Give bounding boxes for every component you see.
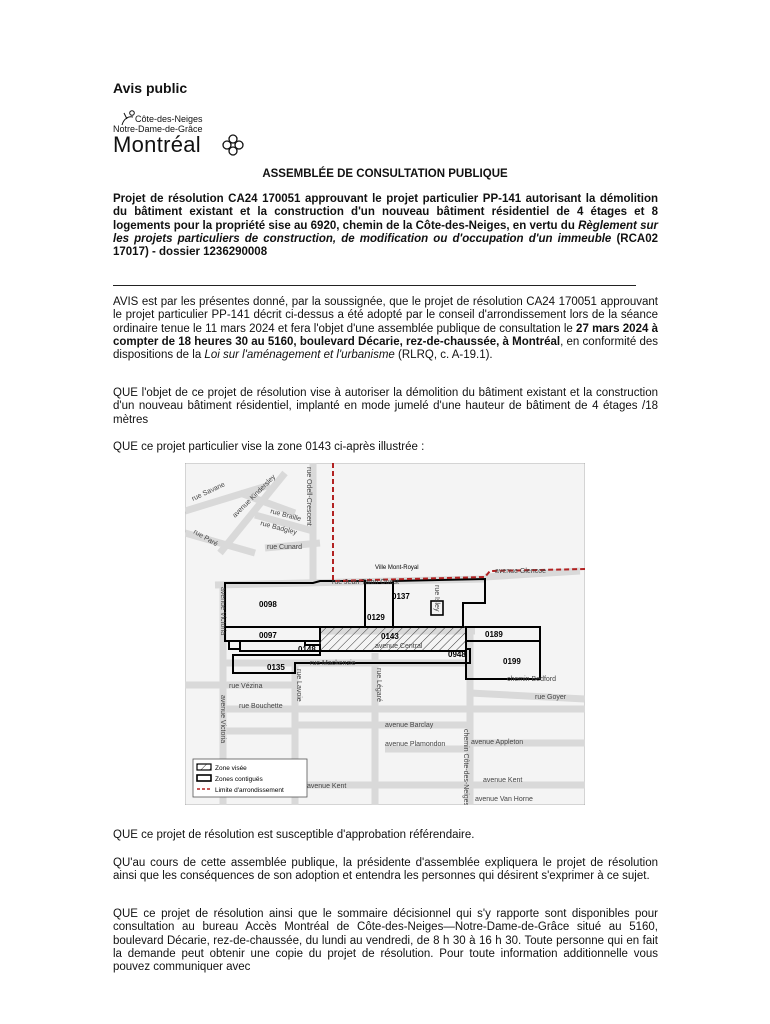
street-label: avenue Kindersley [231, 473, 278, 520]
street-label: rue Badgley [259, 520, 298, 537]
zone-number: 0189 [485, 630, 503, 639]
street-label: rue Légaré [375, 668, 382, 702]
notice-paragraph-5: QU'au cours de cette assemblée publique, la présidente d'assemblée expliquera le projet de résolution ainsi que les conséquences de son adoption et entendra les personnes qui désirent s'exprimer à ce sujet. [113, 857, 658, 883]
paragraph1-reference: (RLRQ, c. A-19.1). [394, 349, 493, 362]
notice-paragraph-2: QUE l'objet de ce projet de résolution vise à autoriser la démolition du bâtiment existant et la construction d'un nouveau bâtiment résidentiel, implanté en mode jumelé d'une hauteur de bâtiment de 4 étages /18 mètres [113, 387, 658, 426]
notice-paragraph-3: QUE ce projet particulier vise la zone 0143 ci-après illustrée : [113, 441, 425, 453]
assembly-heading: ASSEMBLÉE DE CONSULTATION PUBLIQUE [262, 168, 508, 180]
municipality-label: Ville Mont-Royal [375, 565, 419, 571]
paragraph1-law: Loi sur l'aménagement et l'urbanisme [204, 349, 395, 362]
zone-map [185, 463, 585, 805]
zone-number: 0148 [298, 645, 316, 654]
zone-number: 0137 [392, 592, 410, 601]
street-label: avenue Glencoe [495, 568, 546, 575]
street-label: rue Vézina [229, 683, 263, 690]
legend-boundary-label: Limite d'arrondissement [215, 787, 284, 794]
street-label: avenue Appleton [471, 739, 524, 746]
project-title-part1: Projet de résolution CA24 170051 approuvant le projet particulier PP-141 autorisant la démolition du bâtiment existant et la construction d'un nouveau bâtiment résidentiel de 4 étages et 8 logements pour la propriété sise au 6920, chemin de la Côte-des-Neiges, en vertu du [113, 193, 658, 232]
notice-paragraph-6: QUE ce projet de résolution ainsi que le sommaire décisionnel qui s'y rapporte sont disponibles pour consultation au bureau Accès Montréal de Côte-des-Neiges—Notre-Dame-de-Grâce situé au 5160, boulevard Décarie, rez-de-chaussée, du lundi au vendredi, de 8 h 30 à 16 h 30. Toute personne qui en fait la demande peut obtenir une copie du projet de résolution. Pour toute information additionnelle vous pouvez communiquer avec [113, 908, 658, 974]
street-label: rue Bouchette [239, 703, 283, 710]
street-label: rue Isley [433, 585, 440, 612]
street-label: avenue Van Horne [475, 796, 533, 803]
street-label: rue Braille [269, 508, 302, 524]
legend-adjacent-label: Zones contiguës [215, 776, 263, 783]
map-legend [193, 759, 307, 797]
paragraph1-conformity: , en conformité des dispositions de la [113, 335, 658, 362]
paragraph1-intro: AVIS est par les présentes donné, par la soussignée, que le projet de résolution CA24 170051 approuvant le projet particulier PP-141 décrit ci-dessus a été adopté par le conseil d'arrondissement lors de la séance ordinaire tenue le 11 mars 2024 et fera l'objet d'une assemblée publique de consultation le [113, 296, 658, 335]
street-label: rue Mackenzie [310, 660, 356, 667]
street-label: avenue Central [375, 643, 423, 650]
notice-label: Avis public [113, 80, 188, 96]
logo-district-line1: Côte-des-Neiges [135, 114, 203, 124]
street-label: avenue Victoria [219, 587, 226, 636]
street-label: avenue Victoria [219, 695, 226, 744]
notice-paragraph-4: QUE ce projet de résolution est susceptible d'approbation référendaire. [113, 829, 475, 841]
street-label: rue Goyer [535, 694, 567, 701]
street-label: rue Paré [192, 528, 219, 549]
zone-number: 0129 [367, 613, 385, 622]
legend-target-label: Zone visée [215, 765, 247, 772]
title-divider [113, 285, 636, 286]
notice-paragraph-1 [113, 296, 658, 362]
street-label: avenue Plamondon [385, 741, 446, 748]
zone-number: 0097 [259, 631, 277, 640]
street-label: avenue Kent [483, 777, 523, 784]
street-label: rue Lavoie [295, 669, 302, 702]
street-label: chemin Bedford [507, 676, 557, 683]
street-label: rue Savane [190, 481, 227, 503]
street-label: avenue Kent [307, 783, 347, 790]
project-title-part2: (RCA02 17017) - dossier 1236290008 [113, 232, 658, 259]
project-title [113, 193, 658, 259]
zone-number: 0199 [503, 657, 521, 666]
zone-number: 0098 [259, 600, 277, 609]
logo-city: Montréal [113, 132, 201, 157]
street-label: rue Odell-Crescent [305, 467, 312, 526]
rosette-icon [221, 134, 245, 156]
zone-number: 0143 [381, 632, 399, 641]
legend-target-swatch [197, 764, 211, 770]
zone-number: 0135 [267, 663, 285, 672]
project-title-regulation: Règlement sur les projets particuliers de construction, de modification ou d'occupation d'un immeuble [113, 219, 658, 245]
street-label: avenue Barclay [385, 722, 434, 729]
street-label: rue Cunard [267, 544, 303, 551]
paragraph1-date-location: 27 mars 2024 à compter de 18 heures 30 au 5160, boulevard Décarie, rez-de-chaussée, à Montréal [113, 322, 658, 348]
zone-number: 0948 [448, 650, 466, 659]
zone-map-svg [185, 463, 585, 805]
street-label: chemin Côte-des-Neiges [462, 729, 469, 805]
street-label: rue Jean-Talon Ouest [332, 579, 399, 586]
montreal-logo [113, 110, 253, 158]
logo-district-line2: Notre-Dame-de-Grâce [113, 124, 203, 134]
